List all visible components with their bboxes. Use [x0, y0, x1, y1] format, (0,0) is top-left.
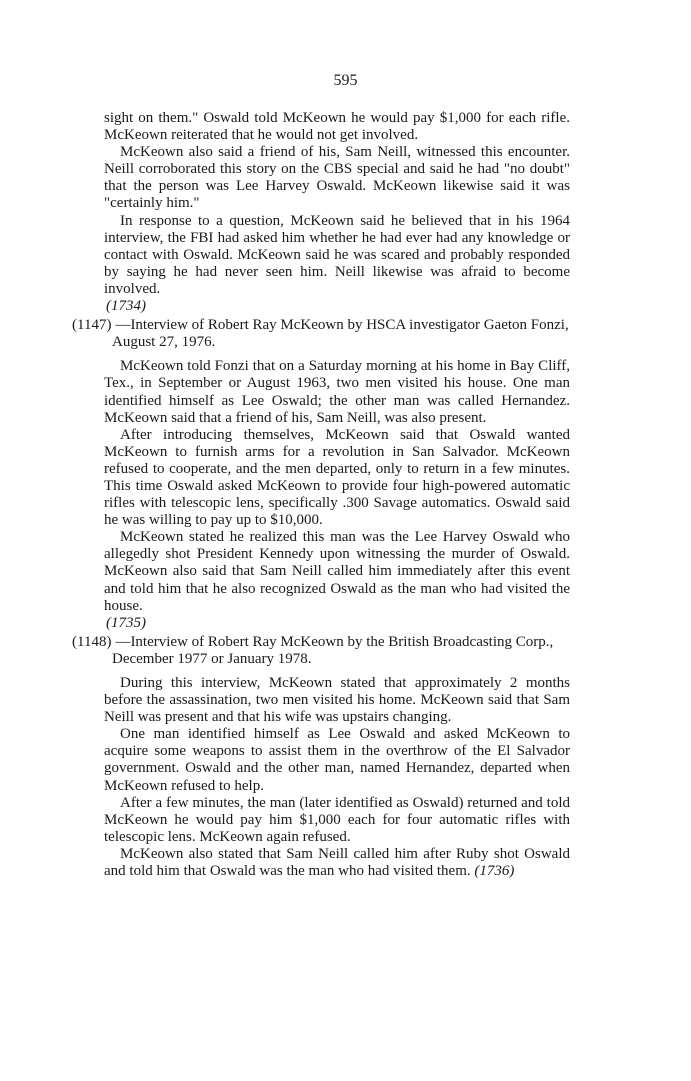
continuation-paragraph: sight on them." Oswald told McKeown he would pay $1,000 for each rifle. McKeown reiterated that he would not get involved. [104, 110, 570, 144]
paragraph-fbi-1964: In response to a question, McKeown said he believed that in his 1964 interview, the FBI had asked him whether he had ever had any knowledge or contact with Oswald. McKeown said he was scared and probably responded by saying he had never seen him. Neill likewise was afraid to become involved. [104, 212, 570, 297]
citation-1734: (1734) [106, 298, 146, 315]
paragraph-1148-return: After a few minutes, the man (later identified as Oswald) returned and told McKeown he would pay him $1,000 each for four automatic rifles with telescopic lens. McKeown again refused. [104, 794, 570, 845]
paragraph-1148-weapons: One man identified himself as Lee Oswald and asked McKeown to acquire some weapons to assist them in the overthrow of the El Salvador government. Oswald and the other man, named Hernandez, departed when McKeown refused to help. [104, 726, 570, 794]
entry-number-1148: (1148) [72, 633, 112, 650]
paragraph-1148-visit: During this interview, McKeown stated that approximately 2 months before the assassination, two men visited his home. McKeown said that Sam Neill was present and that his wife was upstairs changing. [104, 675, 570, 726]
paragraph-1147-visit: McKeown told Fonzi that on a Saturday morning at his home in Bay Cliff, Tex., in September or August 1963, two men visited his house. One man identified himself as Lee Oswald; the other man was called Hernandez. McKeown said that a friend of his, Sam Neill, was also present. [104, 358, 570, 426]
page-body [72, 110, 570, 880]
paragraph-1147-recognition: McKeown stated he realized this man was the Lee Harvey Oswald who allegedly shot President Kennedy upon witnessing the murder of Oswald. McKeown also said that Sam Neill called him immediately after this event and told him that he also recognized Oswald as the man who had visited the house. [104, 529, 570, 614]
citation-1736: (1736) [474, 863, 515, 880]
paragraph-1148-neill-call [104, 846, 570, 880]
paragraph-neill-corroboration: McKeown also said a friend of his, Sam Neill, witnessed this encounter. Neill corroborated this story on the CBS special and said he had "no doubt" that the person was Lee Harvey Oswald. McKeown likewise said it was "certainly him." [104, 144, 570, 212]
paragraph-1147-arms: After introducing themselves, McKeown said that Oswald wanted McKeown to furnish arms for a revolution in San Salvador. McKeown refused to cooperate, and the men departed, only to return in a few minutes. This time Oswald asked McKeown to provide four high-powered automatic rifles with telescopic lens, specifically .300 Savage automatics. Oswald said he was willing to pay up to $10,000. [104, 426, 570, 529]
page-number: 595 [333, 72, 358, 89]
paragraph-1148-neill-call-text: McKeown also stated that Sam Neill called him after Ruby shot Oswald and told him that Oswald was the man who had visited them. [104, 845, 570, 880]
entry-number-1147: (1147) [72, 317, 112, 334]
citation-1735: (1735) [106, 614, 146, 631]
entry-title-1147: —Interview of Robert Ray McKeown by HSCA investigator Gaeton Fonzi, August 27, 1976. [112, 317, 569, 351]
entry-title-1148: —Interview of Robert Ray McKeown by the British Broadcasting Corp., December 1977 or January 1978. [112, 633, 554, 667]
entry-heading-1148 [72, 634, 612, 668]
entry-heading-1147 [72, 317, 612, 351]
